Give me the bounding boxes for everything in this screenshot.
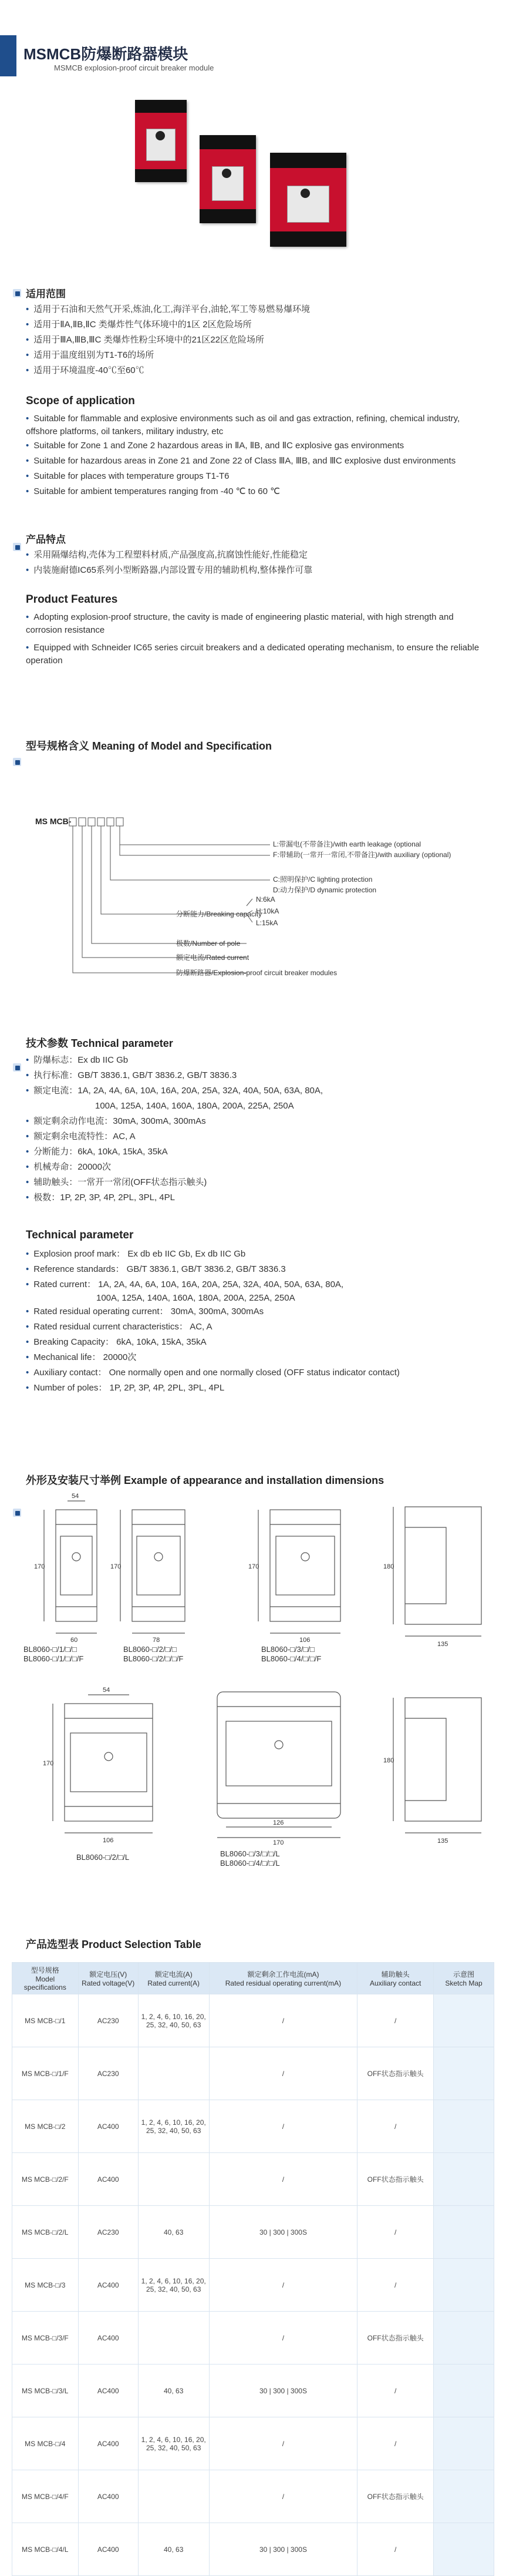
scope-zh-title: 适用范围 [26,288,66,300]
table-header: 额定剩余工作电流(mA) Rated residual operating current(mA) [209,1963,357,1994]
product-image-2p [200,135,256,223]
table-cell: MS MCB-□/2/F [12,2153,79,2206]
dim-label: 106 [103,1837,114,1844]
model-line: 极数/Number of pole [176,939,241,948]
scope-zh-list [26,302,484,378]
drawing-label: BL8060-□/1/□/□ BL8060-□/1/□/□/F [23,1645,84,1663]
sketch-map-icon [434,2523,494,2576]
list-item: • Rated residual operating current： 30mA, 300mA, 300mAs [26,1304,490,1319]
list-item: • Suitable for flammable and explosive environments such as oil and gas extraction, refining, chemical industry, offshore platforms, oil tankers, military industry, etc [26,412,490,438]
list-item: • 额定剩余动作电流：30mA, 300mA, 300mAs [26,1114,490,1129]
tech-en-list [26,1247,490,1396]
dim-label: 170 [34,1563,45,1570]
table-cell [138,2470,209,2523]
list-item: • 适用于ⅡA,ⅡB,ⅡC 类爆炸性气体环境中的1区 2区危险场所 [26,317,484,333]
table-cell: AC230 [78,2206,138,2259]
table-cell: / [357,1994,434,2047]
table-cell: MS MCB-□/4/F [12,2470,79,2523]
table-row [12,2365,494,2417]
table-cell: / [209,1994,357,2047]
sketch-map-icon [434,2153,494,2206]
table-cell: 1, 2, 4, 6, 10, 16, 20, 25, 32, 40, 50, 63 [138,2100,209,2153]
list-item: • 额定电流：1A, 2A, 4A, 6A, 10A, 16A, 20A, 25A, 32A, 40A, 50A, 63A, 80A, [26,1083,490,1099]
list-item: • 辅助触头：一常开一常闭(OFF状态指示触头) [26,1175,490,1190]
table-cell: OFF状态指示触头 [357,2312,434,2365]
table-cell: AC400 [78,2100,138,2153]
section-icon [13,1063,21,1072]
list-item: • Equipped with Schneider IC65 series circuit breakers and a dedicated operating mechanism, to ensure the reliable operation [26,642,490,667]
tech-zh-title: 技术参数 Technical parameter [26,1037,173,1049]
table-row [12,1994,494,2047]
product-image-1p [135,100,187,182]
table-cell: 1, 2, 4, 6, 10, 16, 20, 25, 32, 40, 50, 63 [138,2417,209,2470]
drawing-label: BL8060-□/3/□/□ BL8060-□/4/□/□/F [261,1645,322,1663]
page-subtitle: MSMCB explosion-proof circuit breaker module [54,63,214,72]
table-cell: / [209,2312,357,2365]
table-cell: / [357,2259,434,2312]
scope-en-title: Scope of application [26,395,135,407]
dim-label: 170 [273,1839,284,1846]
selection-table [12,1962,494,2576]
table-cell: / [357,2365,434,2417]
sketch-map-icon [434,2206,494,2259]
table-header: 额定电压(V) Rated voltage(V) [78,1963,138,1994]
sketch-map-icon [434,2470,494,2523]
sketch-map-icon [434,2365,494,2417]
table-cell: / [357,2523,434,2576]
drawing-label: BL8060-□/3/□/□/L BL8060-□/4/□/□/L [220,1849,280,1868]
table-cell: AC230 [78,1994,138,2047]
dim-label: 170 [110,1563,122,1570]
table-cell: 30 | 300 | 300S [209,2523,357,2576]
list-item: • 机械寿命：20000次 [26,1160,490,1175]
table-cell: AC400 [78,2259,138,2312]
dim-label: 180 [383,1563,394,1570]
model-line: L:带漏电(不带备注)/with earth leakage (optional [273,840,421,848]
table-row [12,2523,494,2576]
table-cell: / [209,2417,357,2470]
sketch-map-icon [434,2100,494,2153]
tech-zh-list [26,1053,490,1205]
list-item: • 执行标准：GB/T 3836.1, GB/T 3836.2, GB/T 3836.3 [26,1068,490,1083]
product-image-4p [270,153,346,247]
table-row [12,2470,494,2523]
table-cell: MS MCB-□/1/F [12,2047,79,2100]
list-item: 100A, 125A, 140A, 160A, 180A, 200A, 225A, 250A [95,1101,294,1111]
table-cell: / [209,2259,357,2312]
list-item: • 防爆标志：Ex db IIC Gb [26,1053,490,1068]
table-cell: MS MCB-□/2 [12,2100,79,2153]
model-line: C:照明保护/C lighting protection [273,875,373,884]
model-code: MS MCB- [35,817,72,826]
dim-label: 106 [299,1637,311,1644]
table-cell: 40, 63 [138,2365,209,2417]
table-cell: 40, 63 [138,2206,209,2259]
dim-label: 54 [72,1493,79,1500]
table-cell: / [209,2470,357,2523]
list-item: • Rated residual current characteristics： AC, A [26,1319,490,1335]
table-row [12,2259,494,2312]
table-cell [138,2312,209,2365]
section-icon [13,289,21,297]
model-line: N:6kA [256,895,275,904]
section-icon [13,758,21,766]
list-item: • 分断能力：6kA, 10kA, 15kA, 35kA [26,1144,490,1160]
model-line: F:带辅助(一常开一常闭,不带备注)/with auxiliary (optional) [273,851,451,859]
table-row [12,2047,494,2100]
list-item: • Rated current： 1A, 2A, 4A, 6A, 10A, 16A, 20A, 25A, 32A, 40A, 50A, 63A, 80A, [26,1277,490,1292]
header-accent-bar [0,35,16,76]
list-item: • Suitable for Zone 1 and Zone 2 hazardous areas in ⅡA, ⅡB, and ⅡC explosive gas environments [26,438,490,454]
list-item: • 额定剩余电流特性：AC, A [26,1129,490,1144]
dim-label: 170 [43,1760,54,1767]
scope-en-list [26,412,490,499]
dim-label: 135 [437,1838,448,1845]
table-cell [138,2047,209,2100]
table-cell: / [357,2417,434,2470]
page-title: MSMCB防爆断路器模块 [23,45,188,63]
tech-en-title: Technical parameter [26,1229,134,1241]
table-cell: OFF状态指示触头 [357,2153,434,2206]
sketch-map-icon [434,2312,494,2365]
table-cell: 1, 2, 4, 6, 10, 16, 20, 25, 32, 40, 50, 63 [138,2259,209,2312]
dim-label: 78 [153,1637,160,1644]
table-cell: AC400 [78,2523,138,2576]
features-en-title: Product Features [26,593,118,606]
list-item: • 采用隔爆结构,壳体为工程塑料材质,产品强度高,抗腐蚀性能好,性能稳定 [26,548,490,563]
list-item: • Suitable for places with temperature groups T1-T6 [26,469,490,484]
table-cell: AC400 [78,2312,138,2365]
table-cell: OFF状态指示触头 [357,2047,434,2100]
dim-label: 126 [273,1819,284,1826]
table-cell: AC230 [78,2047,138,2100]
model-line: 分断能力/Breaking capacity [176,910,262,918]
list-item: • Mechanical life： 20000次 [26,1350,490,1365]
drawing-label: BL8060-□/2/□/L [76,1853,130,1862]
sketch-map-icon [434,1994,494,2047]
dim-label: 60 [70,1637,78,1644]
table-cell: AC400 [78,2470,138,2523]
table-row [12,2153,494,2206]
list-item: 100A, 125A, 140A, 160A, 180A, 200A, 225A, 250A [96,1293,295,1303]
table-cell: AC400 [78,2153,138,2206]
list-item: • Adopting explosion-proof structure, the cavity is made of engineering plastic material, with high strength and corrosion resistance [26,611,490,637]
list-item: • 内装施耐德IC65系列小型断路器,内部设置专用的辅助机构,整体操作可靠 [26,563,490,578]
table-cell: MS MCB-□/3/L [12,2365,79,2417]
list-item: • Explosion proof mark： Ex db eb IIC Gb, Ex db IIC Gb [26,1247,490,1262]
list-item: • 适用于环境温度-40℃至60℃ [26,363,484,378]
table-cell: 40, 63 [138,2523,209,2576]
table-row [12,2100,494,2153]
table-row [12,2206,494,2259]
list-item: • Reference standards： GB/T 3836.1, GB/T 3836.2, GB/T 3836.3 [26,1262,490,1277]
list-item: • Auxiliary contact： One normally open and one normally closed (OFF status indicator contact) [26,1365,490,1381]
list-item: • 适用于ⅢA,ⅢB,ⅢC 类爆炸性粉尘环境中的21区22区危险场所 [26,333,484,348]
table-cell: MS MCB-□/4 [12,2417,79,2470]
list-item: • Breaking Capacity： 6kA, 10kA, 15kA, 35kA [26,1335,490,1350]
sketch-map-icon [434,2047,494,2100]
sketch-map-icon [434,2417,494,2470]
table-cell: 30 | 300 | 300S [209,2365,357,2417]
table-header: 型号规格 Model specifications [12,1963,79,1994]
table-cell: MS MCB-□/4/L [12,2523,79,2576]
table-cell: 30 | 300 | 300S [209,2206,357,2259]
sketch-map-icon [434,2259,494,2312]
table-cell: AC400 [78,2365,138,2417]
table-cell: / [209,2100,357,2153]
table-cell: MS MCB-□/3 [12,2259,79,2312]
model-line: D:动力保护/D dynamic protection [273,886,377,894]
features-zh-list [26,548,490,578]
dim-label: 135 [437,1641,448,1648]
list-item: • Suitable for ambient temperatures ranging from -40 ℃ to 60 ℃ [26,484,490,499]
table-header: 示意图 Sketch Map [434,1963,494,1994]
list-item: • Number of poles： 1P, 2P, 3P, 4P, 2PL, 3PL, 4PL [26,1381,490,1396]
list-item: • 适用于石油和天然气开采,炼油,化工,海洋平台,油轮,军工等易燃易爆环境 [26,302,484,317]
model-line: 额定电流/Rated current [176,953,249,962]
table-cell: MS MCB-□/3/F [12,2312,79,2365]
table-cell: 1, 2, 4, 6, 10, 16, 20, 25, 32, 40, 50, 63 [138,1994,209,2047]
model-line: L:15kA [256,919,278,927]
selection-title: 产品选型表 Product Selection Table [26,1939,201,1950]
appearance-title: 外形及安装尺寸举例 Example of appearance and installation dimensions [26,1475,384,1486]
dim-label: 180 [383,1757,394,1764]
table-cell: / [357,2206,434,2259]
features-en-list [26,611,490,667]
drawing-label: BL8060-□/2/□/□ BL8060-□/2/□/□/F [123,1645,184,1663]
table-cell: MS MCB-□/2/L [12,2206,79,2259]
table-cell: AC400 [78,2417,138,2470]
table-cell: / [209,2047,357,2100]
table-header: 额定电流(A) Rated current(A) [138,1963,209,1994]
list-item: • 极数：1P, 2P, 3P, 4P, 2PL, 3PL, 4PL [26,1190,490,1205]
list-item: • 适用于温度组别为T1-T6的场所 [26,348,484,363]
section-icon [13,543,21,551]
features-zh-title: 产品特点 [26,534,66,545]
model-title: 型号规格含义 Meaning of Model and Specification [26,740,272,752]
table-cell: OFF状态指示触头 [357,2470,434,2523]
table-cell: / [357,2100,434,2153]
model-line: H:10kA [256,907,279,915]
dim-label: 54 [103,1687,110,1694]
table-header: 辅助触头 Auxiliary contact [357,1963,434,1994]
list-item: • Suitable for hazardous areas in Zone 21 and Zone 22 of Class ⅢA, ⅢB, and ⅢC explosive dust environments [26,454,490,469]
table-row [12,2312,494,2365]
table-row [12,2417,494,2470]
table-cell [138,2153,209,2206]
table-cell: / [209,2153,357,2206]
model-line: 防爆断路器/Explosion-proof circuit breaker modules [176,969,338,977]
dim-label: 170 [248,1563,259,1570]
table-cell: MS MCB-□/1 [12,1994,79,2047]
